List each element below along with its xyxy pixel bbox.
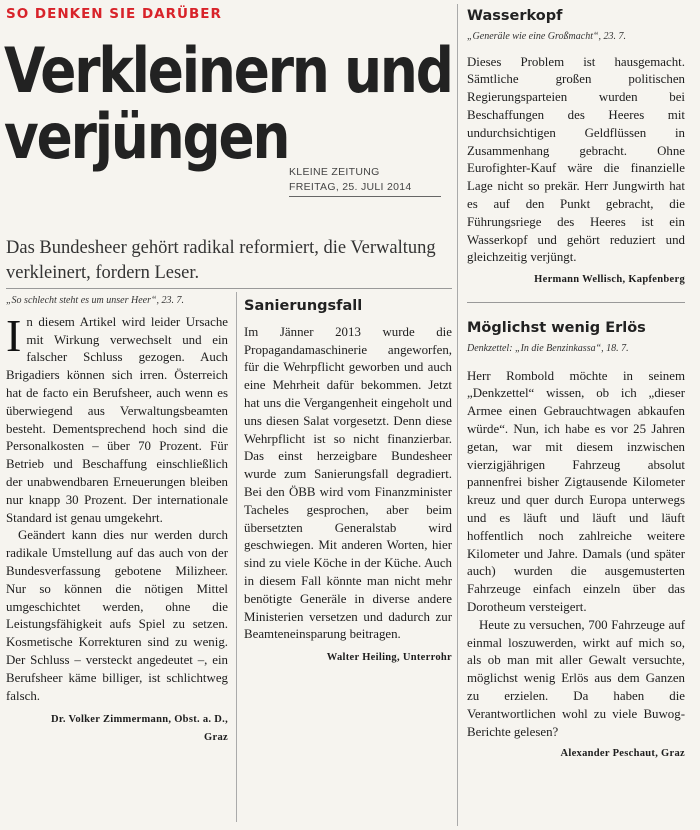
section-rule [467, 302, 685, 303]
letter-paragraph [6, 309, 228, 528]
section-kicker: SO DENKEN SIE DARÜBER [6, 6, 222, 22]
drop-cap: I [6, 309, 22, 361]
letter-signature: Dr. Volker Zimmermann, Obst. a. D., [50, 714, 228, 726]
letter-paragraph: Heute zu versuchen, 700 Fahrzeuge auf einmal loszuwerden, wirkt auf mich so, als ob man mit aller Gewalt versuchte, möglichst wenig Erlös aus dem Ganzen zu erzielen. Da haben die Verantwortlichen wohl zu viele Buwog-Berichte gelesen? [467, 617, 685, 739]
letter-wellisch [467, 8, 685, 289]
headline-line-1: Verkleinern und [4, 34, 452, 107]
newspaper-name: KLEINE ZEITUNG [289, 166, 380, 178]
column-divider [236, 292, 237, 822]
paragraph-text: n diesem Artikel wird leider Ursache mit Wirkung verwechselt und ein falscher Schluss gezogen. Auch Brigadiers können sich irren. Österreich hat de facto ein Berufsheer, auch wenn es überwiegend aus Verwaltungsbeamten besteht. Dementsprechend hoch sind die Personalkosten – über 70 Prozent. Für Betrieb und Beschaffung einschließlich der unabwendbaren Erneuerungen bleiben nur knapp 30 Prozent. Der internationale Standard ist genau umgekehrt. [6, 314, 228, 525]
letter-signature: Alexander Peschaut, Graz [560, 748, 685, 760]
section-rule [6, 288, 452, 289]
letter-paragraph: Dieses Problem ist hausgemacht. Sämtliche großen politischen Regierungsparteien wurden bei Beschaffungen des Heeres mit undurchsichtigen Geldflüssen in Zusammenhang gebracht. Ohne Eurofighter-Kauf wäre die finanzielle Lage nicht so prekär. Herr Jungwirth hat es auf den Punkt gebracht, die Führungsriege des Heeres ist ein Wasserkopf und gehört reduziert und gleichzeitig verjüngt. [467, 54, 685, 265]
letter-signature-place: Graz [204, 732, 228, 744]
publication-date: FREITAG, 25. JULI 2014 [289, 181, 412, 193]
letter-signature: Walter Heiling, Unterrohr [326, 652, 452, 664]
letter-paragraph: Herr Rombold möchte in seinem „Denkzettel“ wissen, ob ich „dieser Armee einen Gebrauchtwagen abkaufen würde“. Nun, ich habe es vor 25 Jahren getan, war mit diesem inzwischen vierzigjährigen Fahrzeug absolut pannenfrei bisher Zigtausende Kilometer kreuz und quer durch Europa unterwegs und es läuft und läuft und läuft hoffentlich noch zahlreiche weitere Kilometer und Jahre. Damals (und später auch) wurden die ausgemusterten Fahrzeuge einfach einzeln über das Dorotheum versteigert. [467, 368, 685, 614]
letter-signature: Hermann Wellisch, Kapfenberg [534, 274, 685, 286]
headline-line-2: verjüngen [4, 100, 289, 173]
letter-title: Sanierungsfall [244, 298, 363, 314]
letter-paragraph: Geändert kann dies nur werden durch radikale Umstellung auf das auch von der Bundesverfassung gebotene Milizheer. Nur so können die nötigen Mittel umgeschichtet werden, ohne die Leistungsfähigkeit aufs Spiel zu setzen. Kosmetische Korrekturen sind zu wenig. Der Schluss – versteckt angedeutet –, ein Berufsheer käme billiger, ist schlichtweg falsch. [6, 528, 228, 703]
source-info [289, 165, 412, 195]
letter-heiling [244, 298, 452, 667]
letter-title: Möglichst wenig Erlös [467, 320, 646, 336]
column-divider [457, 4, 458, 826]
letter-reference: „So schlecht steht es um unser Heer“, 23. 7. [6, 295, 185, 306]
letter-reference: „Generäle wie eine Großmacht“, 23. 7. [467, 30, 627, 42]
subheadline: Das Bundesheer gehört radikal reformiert, die Verwaltung verkleinert, fordern Leser. [6, 238, 436, 283]
source-underline [289, 196, 441, 197]
letter-title: Wasserkopf [467, 8, 563, 24]
letter-zimmermann [6, 292, 228, 747]
letter-paragraph: Im Jänner 2013 wurde die Propagandamaschinerie angeworfen, für die Wehrpflicht geworben und auch eine Mehrheit dafür bekommen. Jetzt hat uns die Vergangenheit eingeholt und uns diesen Salat vorgesetzt. Denn diese Wehrpflicht ist so nicht finanzierbar. Das einst herzeigbare Bundesheer wurde zum Sanierungsfall degradiert. Bei den ÖBB wird vom Finanzminister Tacheles gesprochen, aber beim übersetzten Generalstab wird geschwiegen. Mit anderen Worten, hier sind zu viele Köche in der Küche. Auch in diesem Fall könnte man nicht mehr benötigte Generäle in diverse andere Ministerien versetzen und dadurch zur Beamteneinsparung beitragen. [244, 324, 452, 642]
letter-reference: Denkzettel: „In die Benzinkassa“, 18. 7. [467, 342, 629, 354]
letter-peschaut [467, 320, 685, 763]
